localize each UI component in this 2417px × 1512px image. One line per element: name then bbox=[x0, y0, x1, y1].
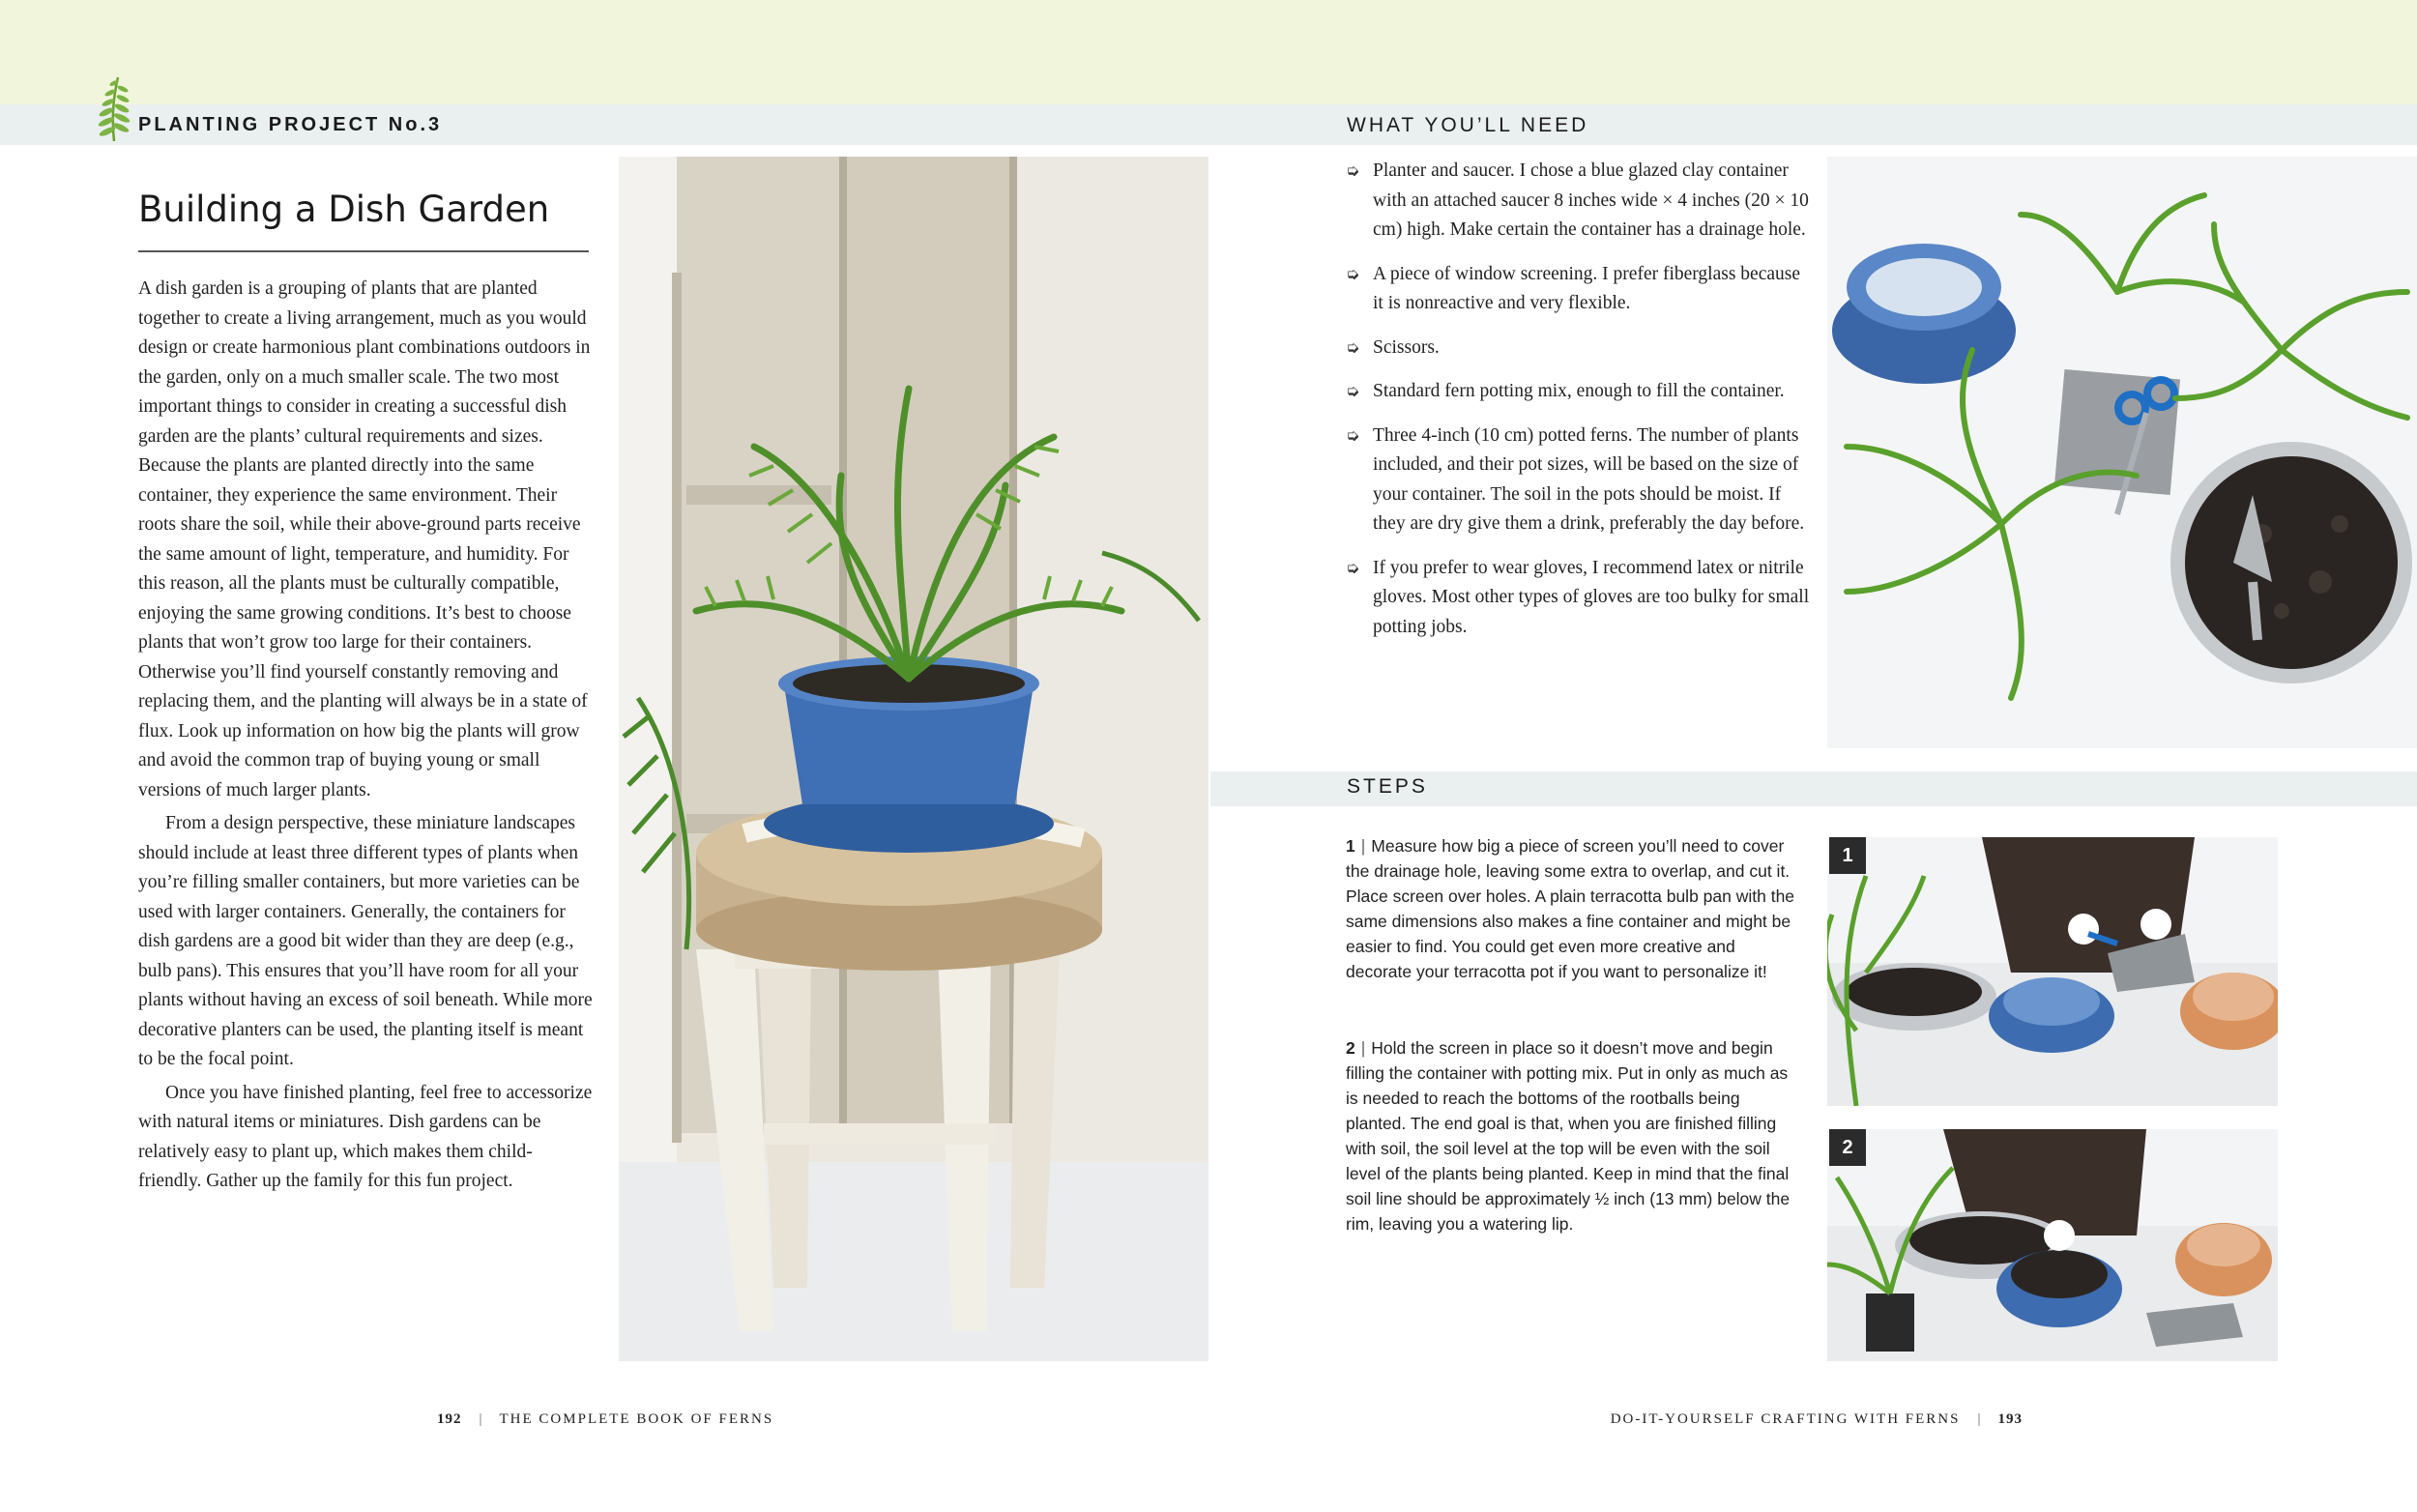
needs-item-text: Three 4-inch (10 cm) potted ferns. The number of plants included, and their pot sizes, will be based on the size of your container. The soil in the pots should be moist. If they are dry give them a drink, preferably the day before. bbox=[1373, 424, 1805, 534]
left-page-footer bbox=[437, 1411, 773, 1428]
needs-list bbox=[1346, 157, 1810, 656]
needs-item bbox=[1346, 260, 1810, 319]
title-rule bbox=[138, 250, 589, 252]
left-page-number: 192 bbox=[437, 1411, 462, 1427]
step-2-photo bbox=[1827, 1129, 2278, 1361]
step-1-photo bbox=[1827, 837, 2278, 1106]
article-body bbox=[138, 275, 593, 1197]
body-paragraph: From a design perspective, these miniature landscapes should include at least three different types of plants when you’re filling smaller containers, but more varieties can be used with larger containers. Generally, the containers for dish gardens are a good bit wider than they are deep (e.g., bulb pans). This ensures that you’ll have room for all your plants without having an excess of soil beneath. While more decorative planters can be used, the planting itself is meant to be the focal point. bbox=[138, 813, 593, 1069]
needs-item-text: A piece of window screening. I prefer fiberglass because it is nonreactive and very flexible. bbox=[1373, 263, 1801, 313]
needs-item bbox=[1346, 334, 1810, 363]
page-title: Building a Dish Garden bbox=[138, 189, 550, 230]
step-1 bbox=[1346, 833, 1800, 984]
top-color-band bbox=[0, 0, 2417, 104]
fern-leaf-bullet-icon: ➭ bbox=[1346, 382, 1360, 400]
right-page-footer bbox=[1611, 1411, 2023, 1428]
step-separator: | bbox=[1360, 1038, 1366, 1058]
step-photo-badge: 1 bbox=[1829, 837, 1866, 874]
fern-leaf-bullet-icon: ➭ bbox=[1346, 264, 1360, 283]
footer-separator: | bbox=[479, 1411, 482, 1427]
right-page-number: 193 bbox=[1997, 1411, 2023, 1427]
fern-leaf-bullet-icon: ➭ bbox=[1346, 425, 1360, 445]
body-paragraph: A dish garden is a grouping of plants that are planted together to create a living arrangement, much as you would design or create harmonious plant combinations outdoors in the garden, only on a much smaller scale. The two most important things to consider in creating a successful dish garden are the plants’ cultural requirements and sizes. Because the plants are planted directly into the same container, they experience the same environment. Their roots share the soil, while their above-ground parts receive the same amount of light, temperature, and humidity. For this reason, all the plants must be culturally compatible, enjoying the same growing conditions. It’s best to choose plants that won’t grow too large for their containers. Otherwise you’ll find yourself constantly removing and replacing them, and the planting will always be in a state of flux. Look up information on how big the plants will grow and avoid the common trap of buying young or small versions of much larger plants. bbox=[138, 278, 591, 800]
step-text: Hold the screen in place so it doesn’t move and begin filling the container with potting mix. Put in only as much as is needed to reach the bottoms of the rootballs being planted. The end goal is that, when you are finished filling with soil, the soil level at the top will be even with the soil level of the plants being planted. Keep in mind that the final soil line should be approximately ½ inch (13 mm) below the rim, leaving you a watering lip. bbox=[1346, 1038, 1791, 1234]
step-photo-badge: 2 bbox=[1829, 1129, 1866, 1166]
needs-item bbox=[1346, 377, 1810, 407]
fern-leaf-bullet-icon: ➭ bbox=[1346, 558, 1360, 577]
steps-heading: STEPS bbox=[1347, 775, 1428, 798]
needs-item bbox=[1346, 422, 1810, 539]
needs-item bbox=[1346, 157, 1810, 246]
footer-separator: | bbox=[1977, 1411, 1981, 1427]
right-running-title: DO-IT-YOURSELF CRAFTING WITH FERNS bbox=[1610, 1411, 1961, 1427]
needs-item-text: Scissors. bbox=[1373, 336, 1440, 358]
needs-item-text: Planter and saucer. I chose a blue glazed clay container with an attached saucer 8 inches wide × 4 inches (20 × 10 cm) high. Make certain the container has a drainage hole. bbox=[1373, 160, 1809, 240]
supplies-photo bbox=[1827, 157, 2417, 748]
needs-item-text: If you prefer to wear gloves, I recommend latex or nitrile gloves. Most other types of gloves are too bulky for small potting jobs. bbox=[1373, 557, 1810, 637]
left-running-title: THE COMPLETE BOOK OF FERNS bbox=[499, 1411, 774, 1427]
step-2 bbox=[1346, 1035, 1800, 1236]
needs-heading: WHAT YOU’LL NEED bbox=[1347, 114, 1589, 136]
step-number: 1 bbox=[1346, 836, 1355, 856]
project-label: PLANTING PROJECT No.3 bbox=[138, 114, 443, 135]
needs-item-text: Standard fern potting mix, enough to fill the container. bbox=[1373, 381, 1785, 401]
fern-leaf-bullet-icon: ➭ bbox=[1346, 161, 1360, 180]
fern-logo-icon bbox=[91, 73, 135, 143]
step-separator: | bbox=[1360, 836, 1366, 856]
step-number: 2 bbox=[1346, 1038, 1355, 1058]
needs-item bbox=[1346, 554, 1810, 643]
step-text: Measure how big a piece of screen you’ll need to cover the drainage hole, leaving some extra to overlap, and cut it. Place screen over holes. A plain terracotta bulb pan with the same dimensions also makes a fine container and might be easier to find. You could get even more creative and decorate your terracotta pot if you want to personalize it! bbox=[1346, 836, 1795, 981]
fern-leaf-bullet-icon: ➭ bbox=[1346, 337, 1360, 357]
stool-fern-photo bbox=[619, 157, 1208, 1361]
body-paragraph: Once you have finished planting, feel free to accessorize with natural items or miniatures. Dish gardens can be relatively easy to plant up, which makes them child-friendly. Gather up the family for this fun project. bbox=[138, 1082, 593, 1191]
